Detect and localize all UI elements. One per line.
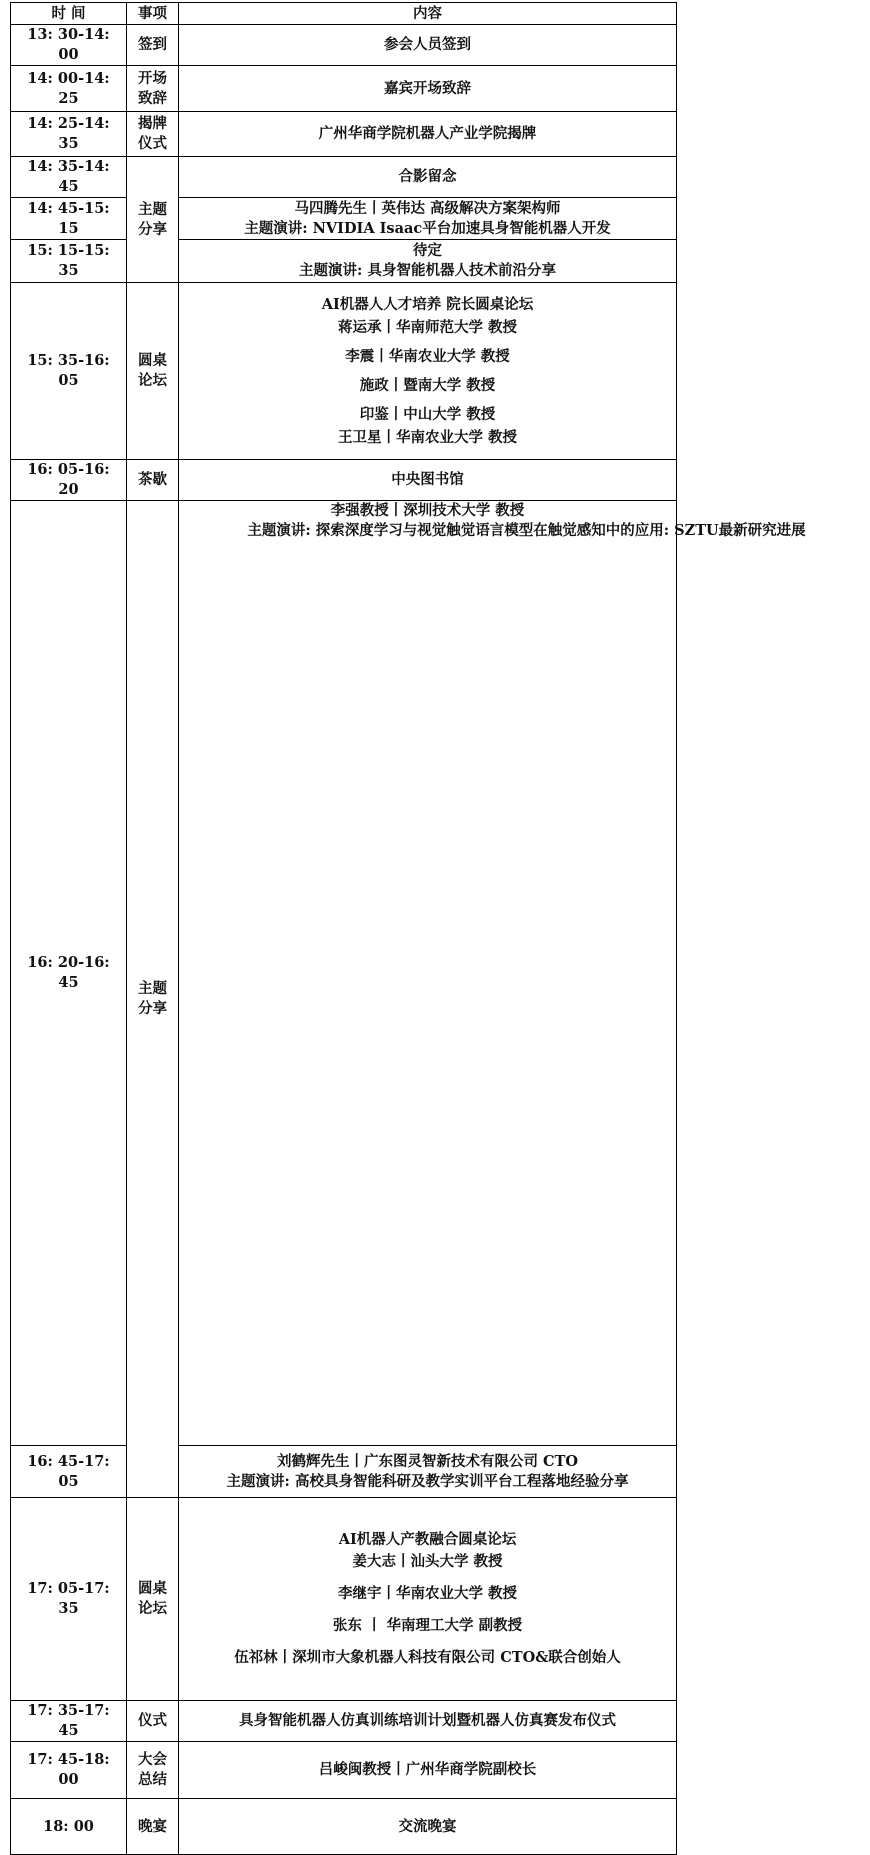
header-content: 内容 [179,3,677,25]
content-line: 中央图书馆 [391,471,464,488]
time-cell: 14: 25-14: 35 [11,112,127,157]
content-cell [179,283,677,460]
time-cell: 15: 15-15: 35 [11,240,127,283]
content-line: 张东 丨 华南理工大学 副教授 [332,1617,523,1634]
event-cell: 签到 [127,25,179,66]
content-line: 姜大志丨汕头大学 教授 [352,1553,503,1570]
table-row [11,283,677,460]
content-cell [179,460,677,501]
time-cell: 16: 20-16: 45 [11,501,127,1446]
content-line: 广州华商学院机器人产业学院揭牌 [318,125,537,142]
table-row [11,1498,677,1701]
table-row [11,460,677,501]
time-cell: 14: 45-15: 15 [11,198,127,240]
content-cell [179,66,677,112]
table-row [11,112,677,157]
content-cell [179,1701,677,1742]
content-cell [179,240,677,283]
table-row [11,1742,677,1799]
event-cell: 圆桌论坛 [127,1498,179,1701]
table-row [11,240,677,283]
content-line: 刘鹤辉先生丨广东图灵智新技术有限公司 CTO [276,1452,578,1470]
content-line: 李震丨华南农业大学 教授 [345,348,510,365]
content-line: 印鉴丨中山大学 教授 [359,406,496,423]
time-cell: 17: 45-18: 00 [11,1742,127,1799]
spacer [183,1637,672,1647]
time-cell: 14: 35-14: 45 [11,157,127,198]
spacer [183,1605,672,1615]
content-line: 李继宇丨华南农业大学 教授 [337,1585,518,1602]
content-line: 施政丨暨南大学 教授 [359,377,496,394]
content-line: 主题演讲: 高校具身智能科研及教学实训平台工程落地经验分享 [226,1472,629,1490]
time-cell: 14: 00-14: 25 [11,66,127,112]
content-line: AI机器人产教融合圆桌论坛 [338,1531,517,1548]
event-cell: 仪式 [127,1701,179,1742]
content-line: 吕峻闽教授丨广州华商学院副校长 [318,1761,537,1778]
content-line: 参会人员签到 [384,36,471,53]
event-cell: 主题分享 [127,157,179,283]
header-time: 时 间 [11,3,127,25]
event-cell: 揭牌仪式 [127,112,179,157]
content-line: 合影留念 [398,168,457,185]
time-cell: 15: 35-16: 05 [11,283,127,460]
time-cell: 17: 05-17: 35 [11,1498,127,1701]
table-row [11,1701,677,1742]
content-cell [179,1742,677,1799]
time-cell: 17: 35-17: 45 [11,1701,127,1742]
event-cell: 大会总结 [127,1742,179,1799]
table-row [11,198,677,240]
table-row [11,157,677,198]
time-cell: 16: 45-17: 05 [11,1446,127,1498]
content-cell [179,501,806,1446]
content-line: 主题演讲: 探索深度学习与视觉触觉语言模型在触觉感知中的应用: SZTU最新研究进展 [247,522,806,539]
header-event: 事项 [127,3,179,25]
agenda-table [10,2,806,1855]
event-cell: 茶歇 [127,460,179,501]
content-cell [179,1498,677,1701]
content-line: 主题演讲: NVIDIA Isaac平台加速具身智能机器人开发 [244,219,611,237]
spacer [183,1573,672,1583]
content-line: 主题演讲: 具身智能机器人技术前沿分享 [299,262,556,279]
event-cell: 圆桌论坛 [127,283,179,460]
content-cell [179,25,677,66]
content-cell [179,112,677,157]
content-line: 王卫星丨华南农业大学 教授 [337,429,518,446]
content-line: 交流晚宴 [398,1817,457,1835]
time-cell: 18: 00 [11,1799,127,1855]
table-row [11,1799,677,1855]
event-cell: 晚宴 [127,1799,179,1855]
content-cell [179,198,677,240]
content-cell [179,157,677,198]
content-line: 嘉宾开场致辞 [384,79,471,97]
table-row [11,501,677,1446]
content-cell [179,1446,677,1498]
content-line: 伍祁林丨深圳市大象机器人科技有限公司 CTO&联合创始人 [234,1649,621,1666]
header-row [11,3,677,25]
content-cell [179,1799,677,1855]
content-line: AI机器人人才培养 院长圆桌论坛 [321,296,534,313]
content-line: 具身智能机器人仿真训练培训计划暨机器人仿真赛发布仪式 [239,1712,616,1729]
event-cell: 主题分享 [127,501,179,1498]
content-line: 李强教授丨深圳技术大学 教授 [330,502,525,519]
content-line: 待定 [413,242,442,259]
time-cell: 13: 30-14: 00 [11,25,127,66]
table-row [11,1446,677,1498]
event-cell: 开场致辞 [127,66,179,112]
time-cell: 16: 05-16: 20 [11,460,127,501]
table-row [11,66,677,112]
content-line: 马四腾先生丨英伟达 高级解决方案架构师 [294,199,561,217]
content-line: 蒋运承丨华南师范大学 教授 [337,319,518,336]
table-row [11,25,677,66]
